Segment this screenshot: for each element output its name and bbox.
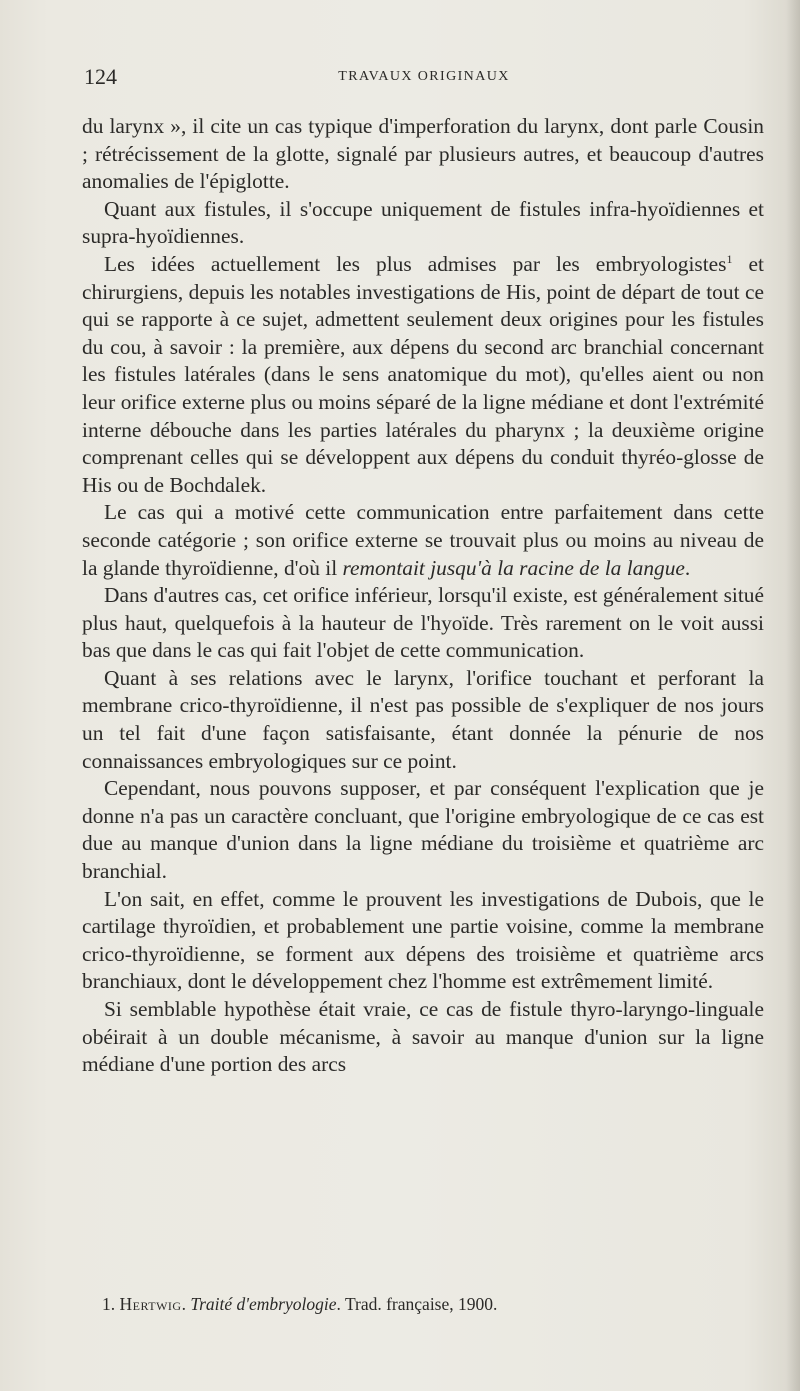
paragraph-4 [82,499,764,582]
paragraph-text: Quant aux fistules, il s'occupe uniquement de fistules infra-hyoïdiennes et supra-hyoïdiennes. [82,196,764,249]
page-number: 124 [84,64,117,89]
footnote-number: 1. [102,1294,116,1314]
paragraph-text: Si semblable hypothèse était vraie, ce cas de fistule thyro-laryngo-linguale obéirait à un double mécanisme, à savoir au manque d'union sur la ligne médiane d'une portion des arcs [82,997,764,1077]
paragraph-text: Cependant, nous pouvons supposer, et par conséquent l'explication que je donne n'a pas un caractère concluant, que l'origine embryologique de ce cas est due au manque d'union dans la ligne médiane du troisième et quatrième arc branchial. [82,776,764,884]
footnote-sep-2: . [336,1294,345,1314]
paragraph-2 [82,196,764,251]
paragraph-5 [82,582,764,665]
paragraph-1 [82,113,764,196]
paragraph-text: Quant à ses relations avec le larynx, l'orifice touchant et perforant la membrane crico-thyroïdienne, il n'est pas possible de s'expliquer de nos jours un tel fait d'une façon satisfaisante, étant donnée la pénurie de nos connaissances embryologiques sur ce point. [82,665,764,773]
paragraph-text: Les idées actuellement les plus admises par les embryologistes [104,251,727,276]
paragraph-text: Le cas qui a motivé cette communication entre parfaitement dans cette seconde catégorie ; son orifice externe se trouvait plus ou moins au niveau de la glande thyroïdienne, d'où il [82,500,764,580]
body-text [82,113,764,1079]
paragraph-text: . [684,555,691,580]
page-edge-shadow [786,0,800,1391]
paragraph-text: L'on sait, en effet, comme le prouvent les investigations de Dubois, que le cartilage thyroïdien, et probablement une partie voisine, comme la membrane crico-thyroïdienne, se forment aux dépens des troisième et quatrième arcs branchiaux, dont le développement chez l'homme est extrêmement limité. [82,886,764,994]
paragraph-text: et chirurgiens, depuis les notables investigations de His, point de départ de tout ce qui se rapporte à ce sujet, admettent seulement deux origines pour les fistules du cou, à savoir : la première, aux dépens du second arc branchial concernant les fistules latérales (dans le sens anatomique du mot), qu'elles aient ou non leur orifice externe plus ou moins séparé de la ligne médiane et dont l'extrémité interne débouche dans les parties latérales du pharynx ; la deuxième origine comprenant celles qui se développent aux dépens du conduit thyréo-glosse de His ou de Bochdalek. [82,251,764,497]
footnote [102,1293,762,1315]
italic-phrase: remontait jusqu'à la racine de la langue [342,555,685,580]
running-title: TRAVAUX ORIGINAUX [338,69,510,84]
footnote-rest: Trad. française, 1900. [344,1294,498,1314]
footnote-reference: 1 [726,251,733,266]
paragraph-8 [82,886,764,996]
paragraph-9 [82,996,764,1079]
paragraph-6 [82,665,764,775]
page-header [84,64,764,94]
paragraph-text: du larynx », il cite un cas typique d'imperforation du larynx, dont parle Cousin ; rétrécissement de la glotte, signalé par plusieurs autres, et beaucoup d'autres anomalies de l'épiglotte. [82,114,764,194]
paragraph-7 [82,775,764,885]
paragraph-text: Dans d'autres cas, cet orifice inférieur, lorsqu'il existe, est généralement situé plus haut, quelquefois à la hauteur de l'hyoïde. Très rarement on le voit aussi bas que dans le cas qui fait l'objet de cette communication. [82,583,764,663]
footnote-author: Hertwig [119,1294,182,1314]
footnote-title: Traité d'embryologie [190,1294,337,1314]
paragraph-3 [82,251,764,499]
footnote-sep-1: . [181,1294,191,1314]
